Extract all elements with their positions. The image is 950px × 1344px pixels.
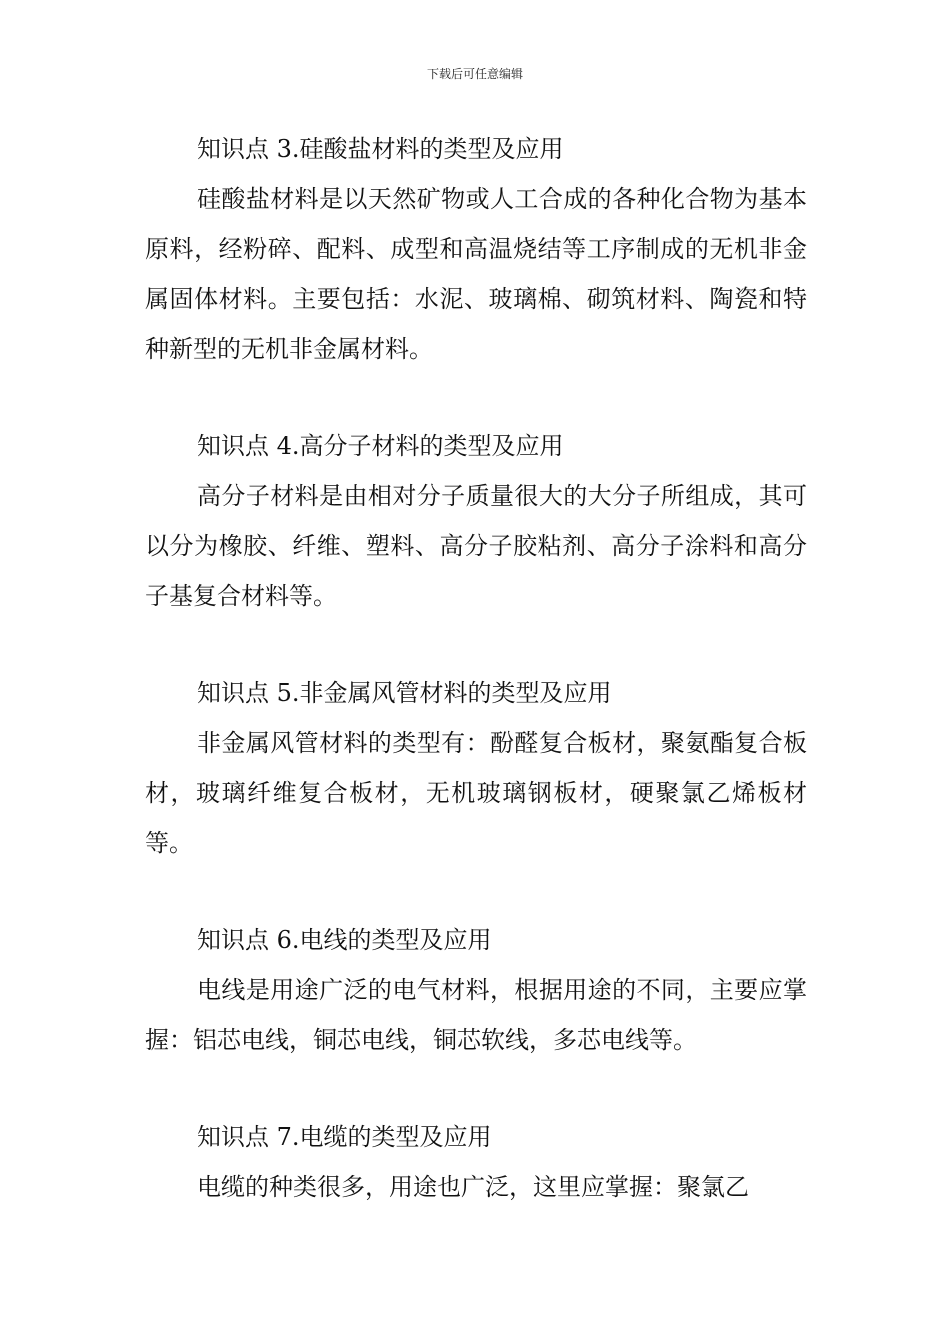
section-spacer	[145, 868, 807, 915]
section-polymer-materials	[145, 421, 807, 621]
section-silicate-materials	[145, 124, 807, 374]
page-header: 下载后可任意编辑	[426, 67, 523, 81]
section-nonmetal-duct-materials	[145, 668, 807, 868]
section-heading: 知识点 6.电线的类型及应用	[197, 926, 492, 954]
section-heading: 知识点 3.硅酸盐材料的类型及应用	[197, 135, 564, 163]
section-body: 非金属风管材料的类型有：酚醛复合板材，聚氨酯复合板材，玻璃纤维复合板材，无机玻璃钢板材，硬聚氯乙烯板材等。	[145, 729, 807, 857]
section-electric-wires	[145, 915, 807, 1065]
document-body	[145, 124, 807, 1212]
section-heading: 知识点 7.电缆的类型及应用	[197, 1123, 492, 1151]
section-electric-cables	[145, 1112, 807, 1212]
section-spacer	[145, 621, 807, 668]
section-spacer	[145, 374, 807, 421]
section-body: 硅酸盐材料是以天然矿物或人工合成的各种化合物为基本原料，经粉碎、配料、成型和高温烧结等工序制成的无机非金属固体材料。主要包括：水泥、玻璃棉、砌筑材料、陶瓷和特种新型的无机非金属材料。	[145, 185, 807, 363]
section-body: 电线是用途广泛的电气材料，根据用途的不同，主要应掌握：铝芯电线，铜芯电线，铜芯软线，多芯电线等。	[145, 976, 807, 1054]
section-heading: 知识点 5.非金属风管材料的类型及应用	[197, 679, 612, 707]
section-body: 高分子材料是由相对分子质量很大的大分子所组成，其可以分为橡胶、纤维、塑料、高分子胶粘剂、高分子涂料和高分子基复合材料等。	[145, 482, 807, 610]
section-body: 电缆的种类很多，用途也广泛，这里应掌握：聚氯乙	[197, 1173, 749, 1201]
section-heading: 知识点 4.高分子材料的类型及应用	[197, 432, 564, 460]
section-spacer	[145, 1065, 807, 1112]
